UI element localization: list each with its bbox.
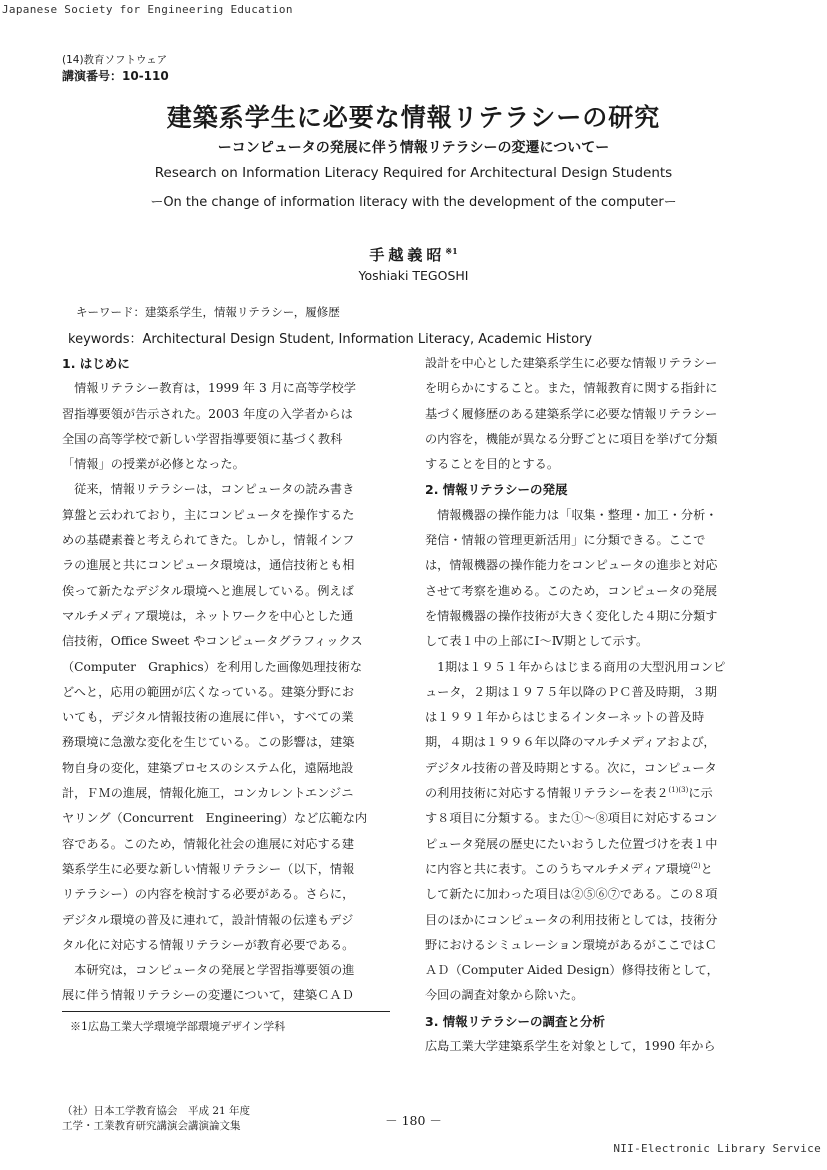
- body-text-line: [425, 806, 765, 831]
- line-text: 設計を中心とした建築系学生に必要な情報リテラシー: [425, 356, 718, 370]
- body-text-line: [425, 908, 765, 933]
- footnote: ※1広島工業大学環境学部環境デザイン学科: [70, 1020, 286, 1033]
- body-text-line: [425, 528, 765, 553]
- body-text-line: [425, 604, 765, 629]
- body-text-line: [425, 958, 765, 983]
- body-text-line: [425, 705, 765, 730]
- line-text: 3. 情報リテラシーの調査と分析: [425, 1013, 606, 1029]
- body-text-line: [425, 427, 765, 452]
- line-text: 信技術，Office Sweet やコンピュータグラフィックス: [62, 634, 363, 649]
- body-text-line: [62, 680, 400, 705]
- body-text-line: [62, 376, 400, 401]
- line-text: どへと，応用の範囲が広くなっている。建築分野にお: [62, 684, 355, 699]
- line-text: することを目的とする。: [425, 457, 560, 472]
- line-text: 従来，情報リテラシーは，コンピュータの読み書き: [62, 482, 355, 497]
- line-text: す８項目に分類する。また①～⑧項目に対応するコン: [425, 811, 718, 826]
- body-text-line: [425, 730, 765, 755]
- line-text: 算盤と云われており，主にコンピュータを操作するた: [62, 507, 355, 522]
- body-text-line: [62, 528, 400, 553]
- body-text-line: [62, 477, 400, 502]
- line-text: ュータ，２期は１９７５年以降のＰＣ普及時期，３期: [425, 684, 717, 699]
- line-text: デジタル技術の普及時期とする。次に，コンピュータ: [425, 760, 717, 775]
- body-text-line: [425, 579, 765, 604]
- line-text-continued: に示: [688, 786, 713, 801]
- line-text: リテラシー）の内容を検討する必要がある。さらに，: [62, 887, 355, 902]
- line-text: 野におけるシミュレーション環境があるがここではＣ: [425, 937, 717, 952]
- body-text-line: [425, 1034, 765, 1059]
- line-text: タル化に対応する情報リテラシーが教育必要である。: [62, 937, 355, 952]
- line-text: 容である。このため，情報化社会の進展に対応する建: [62, 836, 355, 851]
- body-text-line: [425, 655, 765, 680]
- line-text-continued: と: [700, 861, 713, 876]
- line-text: を明らかにすること。また，情報教育に関する指針に: [425, 381, 718, 396]
- body-text-line: [425, 857, 765, 882]
- line-text: 習指導要領が告示された。2003 年度の入学者からは: [62, 406, 353, 421]
- body-text-line: [62, 857, 400, 882]
- line-text: めの基礎素養と考えられてきた。しかし，情報インフ: [62, 533, 355, 548]
- line-text: 築系学生に必要な新しい情報リテラシー（以下，情報: [62, 861, 355, 876]
- body-text-line: [62, 983, 400, 1008]
- body-text-line: [62, 908, 400, 933]
- watermark-top: Japanese Society for Engineering Education: [2, 3, 293, 16]
- body-text-line: [425, 553, 765, 578]
- watermark-bottom: NII-Electronic Library Service: [613, 1142, 821, 1155]
- paper-subtitle-ja: ーコンピュータの発展に伴う情報リテラシーの変遷についてー: [217, 140, 610, 156]
- paper-subtitle-en: ーOn the change of information literacy with the development of the computerー: [150, 195, 677, 210]
- body-text-line: [62, 958, 400, 983]
- line-text: を情報機器の操作技術が大きく変化した４期に分類す: [425, 608, 718, 623]
- line-text: いても，デジタル情報技術の進展に伴い，すべての業: [62, 710, 354, 725]
- line-text: 本研究は，コンピュータの発展と学習指導要領の進: [62, 963, 355, 978]
- section-heading: [62, 351, 400, 376]
- body-text-line: [62, 933, 400, 958]
- body-text-line: [62, 629, 400, 654]
- line-text: は１９９１年からはじまるインターネットの普及時: [425, 710, 705, 725]
- body-text-line: [62, 553, 400, 578]
- body-text-line: [62, 655, 400, 680]
- line-text: 計，ＦＭの進展，情報化施工，コンカレントエンジニ: [62, 786, 354, 801]
- line-text: させて考察を進める。このため，コンピュータの発展: [425, 583, 718, 598]
- line-text: ＡＤ（Computer Aided Design）修得技術として，: [425, 963, 719, 978]
- line-text: 基づく履修歴のある建築系学に必要な情報リテラシー: [425, 406, 718, 421]
- line-text: 俟って新たなデジタル環境へと進展している。例えば: [62, 583, 354, 598]
- citation-superscript: (1)(3): [668, 785, 689, 794]
- line-text: に内容と共に表す。このうちマルチメディア環境: [425, 861, 691, 876]
- body-text-line: [425, 680, 765, 705]
- line-text: 広島工業大学建築系学生を対象として，1990 年から: [425, 1039, 716, 1054]
- body-text-line: [62, 806, 400, 831]
- body-text-line: [62, 781, 400, 806]
- line-text: 務環境に急激な変化を生じている。この影響は，建築: [62, 735, 355, 750]
- body-text-line: [425, 351, 765, 376]
- line-text: 発信・情報の管理更新活用」に分類できる。ここで: [425, 533, 706, 548]
- body-text-line: [425, 629, 765, 654]
- line-text: 情報リテラシー教育は，1999 年 3 月に高等学校学: [62, 381, 356, 396]
- author-name-ja: [0, 244, 827, 265]
- author-name-ja-text: 手越義昭: [369, 246, 446, 264]
- line-text: 目のほかにコンピュータの利用技術としては，技術分: [425, 912, 718, 927]
- line-text: の内容を，機能が異なる分野ごとに項目を挙げて分類: [425, 431, 718, 446]
- line-text: 今回の調査対象から除いた。: [425, 988, 584, 1003]
- paper-title-ja: 建築系学生に必要な情報リテラシーの研究: [166, 103, 661, 132]
- body-text-line: [62, 604, 400, 629]
- footer-organization: （社）日本工学教育協会 平成 21 年度: [62, 1105, 251, 1117]
- body-text-line: [62, 427, 400, 452]
- footer-proceedings: 工学・工業教育研究講演会講演論文集: [62, 1120, 241, 1132]
- body-text-line: [62, 579, 400, 604]
- line-text: ラの進展と共にコンピュータ環境は，通信技術とも相: [62, 558, 355, 573]
- body-text-line: [425, 933, 765, 958]
- body-text-line: [425, 452, 765, 477]
- line-text: デジタル環境の普及に連れて，設計情報の伝達もデジ: [62, 912, 354, 927]
- body-text-line: [425, 983, 765, 1008]
- session-number: 講演番号：10-110: [62, 69, 169, 83]
- line-text: 展に伴う情報リテラシーの変遷について，建築ＣＡＤ: [62, 988, 354, 1003]
- line-text: 全国の高等学校で新しい学習指導要領に基づく教科: [62, 431, 343, 446]
- body-text-line: [425, 781, 765, 806]
- citation-superscript: (2): [690, 861, 701, 870]
- body-text-line: [425, 503, 765, 528]
- body-text-line: [62, 503, 400, 528]
- body-text-line: [425, 402, 765, 427]
- footnote-divider: [62, 1011, 390, 1012]
- body-text-line: [62, 730, 400, 755]
- line-text: マルチメディア環境は，ネットワークを中心とした通: [62, 608, 354, 623]
- body-text-line: [425, 832, 765, 857]
- line-text: 物自身の変化，建築プロセスのシステム化，遠隔地設: [62, 760, 354, 775]
- line-text: 2. 情報リテラシーの発展: [425, 482, 568, 498]
- body-text-line: [62, 705, 400, 730]
- author-affiliation-mark: ※1: [445, 246, 458, 256]
- paper-title-en: Research on Information Literacy Required for Architectural Design Students: [154, 165, 673, 181]
- line-text: 期，４期は１９９６年以降のマルチメディアおよび，: [425, 735, 716, 750]
- line-text: 1期は１９５１年からはじまる商用の大型汎用コンピ: [425, 659, 726, 674]
- body-text-line: [62, 452, 400, 477]
- line-text: 「情報」の授業が必修となった。: [62, 457, 245, 472]
- line-text: 情報機器の操作能力は「収集・整理・加工・分析・: [425, 507, 718, 522]
- line-text: ピュータ発展の歴史にたいおうした位置づけを表１中: [425, 836, 718, 851]
- body-text-line: [62, 756, 400, 781]
- line-text: して表１中の上部にⅠ～Ⅳ期として示す。: [425, 634, 649, 649]
- author-name-en: Yoshiaki TEGOSHI: [358, 268, 469, 283]
- line-text: して新たに加わった項目は②⑤⑥⑦である。この８項: [425, 887, 718, 902]
- line-text: の利用技術に対応する情報リテラシーを表２: [425, 786, 669, 801]
- line-text: は，情報機器の操作能力をコンピュータの進歩と対応: [425, 558, 718, 573]
- keywords-ja: キーワード：建築系学生，情報リテラシー，履修歴: [76, 305, 340, 319]
- session-category: (14)教育ソフトウェア: [62, 54, 168, 66]
- body-column-right: [425, 351, 765, 1059]
- line-text: ヤリング（Concurrent Engineering）など広範な内: [62, 811, 368, 826]
- body-text-line: [62, 832, 400, 857]
- section-heading: [425, 1009, 765, 1034]
- body-text-line: [425, 882, 765, 907]
- body-column-left: [62, 351, 400, 1009]
- body-text-line: [62, 402, 400, 427]
- line-text: 1. はじめに: [62, 356, 130, 371]
- body-text-line: [62, 882, 400, 907]
- body-text-line: [425, 376, 765, 401]
- line-text: （Computer Graphics）を利用した画像処理技術な: [62, 659, 363, 674]
- keywords-en: keywords：Architectural Design Student, Information Literacy, Academic History: [68, 332, 593, 347]
- body-text-line: [425, 756, 765, 781]
- page-number: － 180 －: [385, 1113, 442, 1128]
- section-heading: [425, 477, 765, 502]
